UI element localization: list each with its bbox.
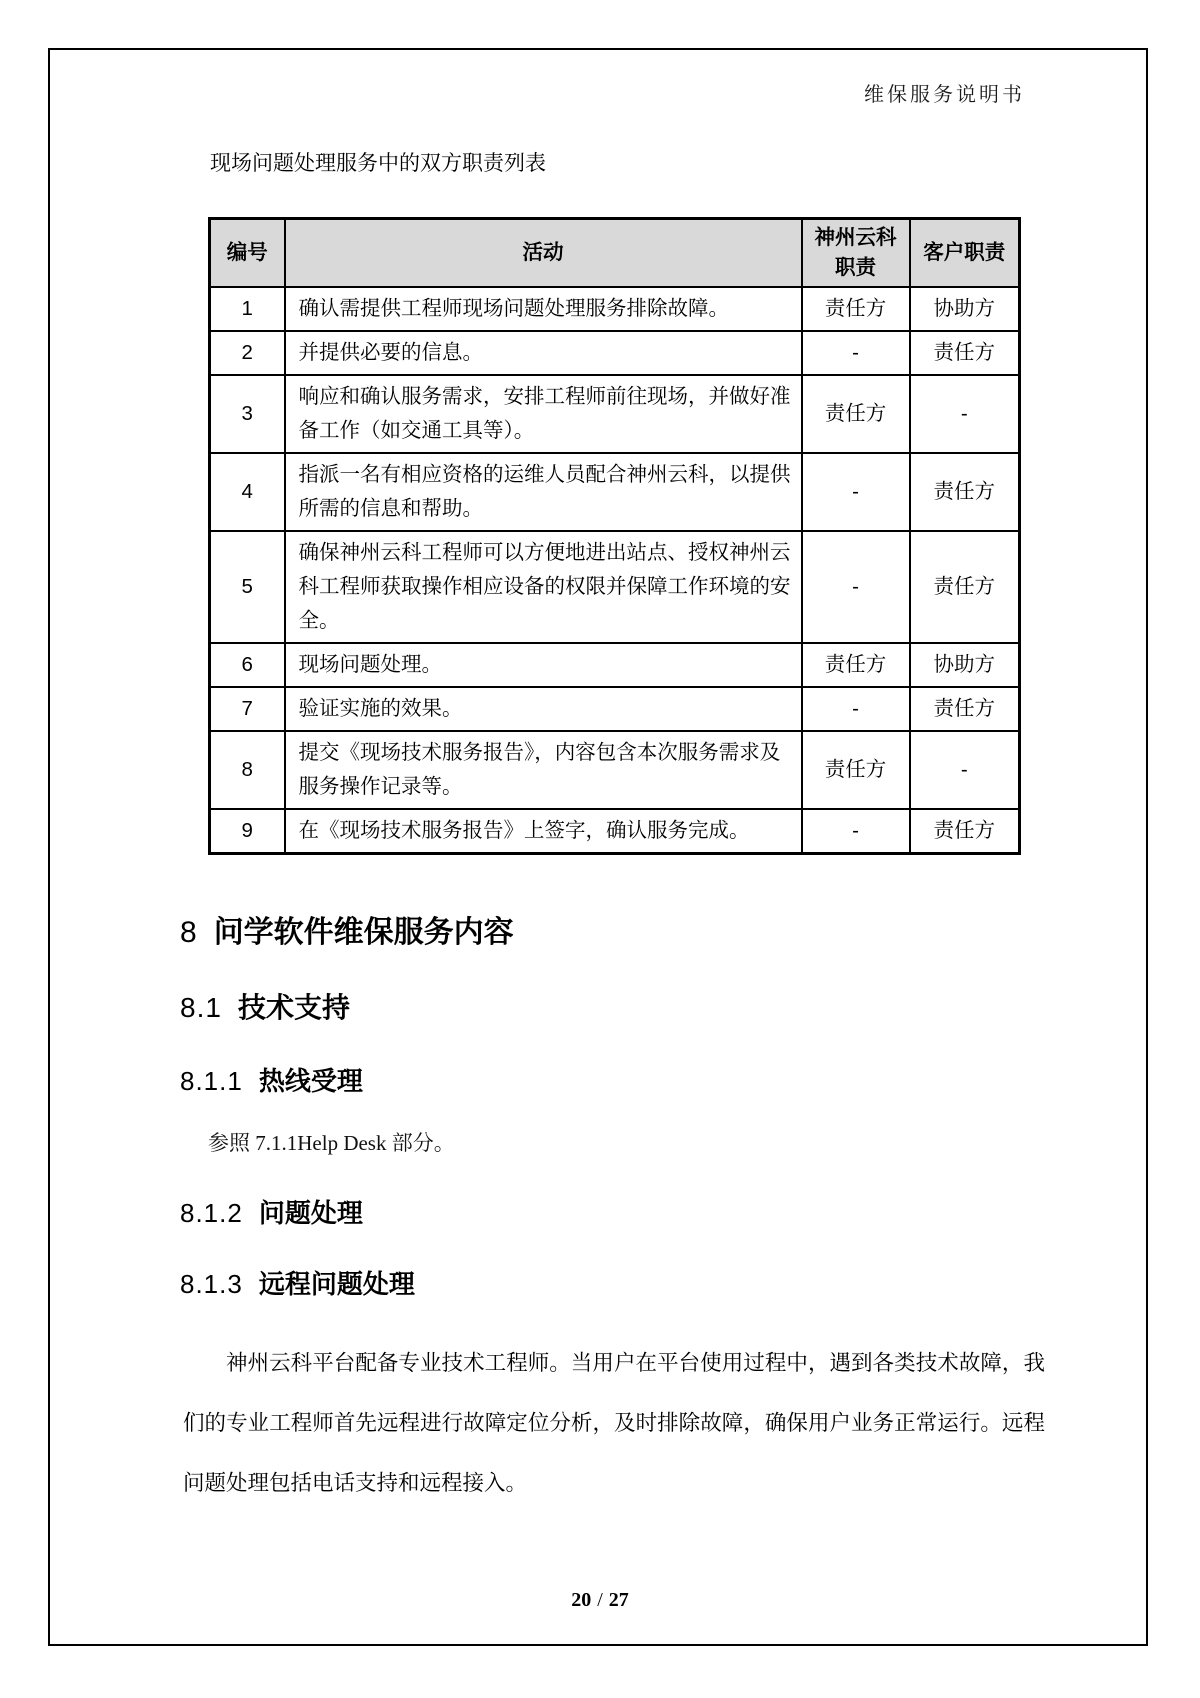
cell-activity: 确保神州云科工程师可以方便地进出站点、授权神州云科工程师获取操作相应设备的权限并保障工作环境的安全。 — [285, 531, 802, 643]
section-number: 8.1 — [180, 992, 222, 1023]
section-number: 8.1.3 — [180, 1269, 243, 1299]
cell-activity: 并提供必要的信息。 — [285, 331, 802, 375]
cell-activity: 验证实施的效果。 — [285, 687, 802, 731]
cell-vendor-responsibility: 责任方 — [802, 375, 910, 453]
column-header-number: 编号 — [210, 219, 285, 288]
cell-activity: 提交《现场技术服务报告》，内容包含本次服务需求及服务操作记录等。 — [285, 731, 802, 809]
cell-number: 2 — [210, 331, 285, 375]
section-title: 热线受理 — [258, 1066, 363, 1096]
section-title: 问题处理 — [258, 1198, 363, 1228]
cell-vendor-responsibility: - — [802, 453, 910, 531]
section-number: 8 — [180, 916, 198, 949]
body-paragraph: 神州云科平台配备专业技术工程师。当用户在平台使用过程中，遇到各类技术故障，我们的专业工程师首先远程进行故障定位分析，及时排除故障，确保用户业务正常运行。远程问题处理包括电话支持和远程接入。 — [183, 1351, 1045, 1495]
section-number: 8.1.1 — [180, 1066, 243, 1096]
section-title: 技术支持 — [237, 992, 350, 1023]
current-page-number: 20 — [571, 1589, 592, 1611]
cell-vendor-responsibility: - — [802, 687, 910, 731]
section-number: 8.1.2 — [180, 1198, 243, 1228]
section-heading-8-1-1 — [180, 1062, 363, 1100]
cell-vendor-responsibility: - — [802, 531, 910, 643]
cell-customer-responsibility: 责任方 — [910, 453, 1020, 531]
table-row — [210, 287, 1020, 331]
cell-customer-responsibility: 协助方 — [910, 643, 1020, 687]
document-header-title: 维保服务说明书 — [864, 84, 1025, 106]
section-heading-8-1 — [180, 988, 350, 1028]
table-row — [210, 643, 1020, 687]
table-row — [210, 731, 1020, 809]
section-title: 问学软件维保服务内容 — [213, 916, 514, 949]
table-row — [210, 375, 1020, 453]
table-row — [210, 331, 1020, 375]
cell-number: 4 — [210, 453, 285, 531]
cell-number: 3 — [210, 375, 285, 453]
page-number-separator: / — [597, 1589, 603, 1611]
page-footer — [0, 1586, 1200, 1614]
section-heading-8 — [180, 912, 514, 954]
cell-customer-responsibility: 责任方 — [910, 331, 1020, 375]
table-row — [210, 453, 1020, 531]
table-row — [210, 531, 1020, 643]
cell-customer-responsibility: 责任方 — [910, 687, 1020, 731]
cell-number: 8 — [210, 731, 285, 809]
cell-activity: 确认需提供工程师现场问题处理服务排除故障。 — [285, 287, 802, 331]
cell-vendor-responsibility: 责任方 — [802, 287, 910, 331]
column-header-activity: 活动 — [285, 219, 802, 288]
cell-number: 1 — [210, 287, 285, 331]
cell-number: 6 — [210, 643, 285, 687]
cell-customer-responsibility: - — [910, 731, 1020, 809]
table-row — [210, 687, 1020, 731]
column-header-vendor-responsibility: 神州云科职责 — [802, 219, 910, 288]
total-page-count: 27 — [608, 1589, 629, 1611]
cell-customer-responsibility: 协助方 — [910, 287, 1020, 331]
cell-number: 7 — [210, 687, 285, 731]
column-header-customer-responsibility: 客户职责 — [910, 219, 1020, 288]
cell-activity: 响应和确认服务需求，安排工程师前往现场，并做好准备工作（如交通工具等）。 — [285, 375, 802, 453]
cell-vendor-responsibility: - — [802, 331, 910, 375]
responsibility-table — [208, 217, 1021, 855]
section-heading-8-1-3 — [180, 1265, 415, 1303]
table-header-row — [210, 219, 1020, 288]
section-title: 远程问题处理 — [258, 1269, 415, 1299]
cell-activity: 指派一名有相应资格的运维人员配合神州云科，以提供所需的信息和帮助。 — [285, 453, 802, 531]
cell-customer-responsibility: 责任方 — [910, 531, 1020, 643]
cell-vendor-responsibility: 责任方 — [802, 643, 910, 687]
cell-vendor-responsibility: 责任方 — [802, 731, 910, 809]
cell-activity: 现场问题处理。 — [285, 643, 802, 687]
cell-number: 5 — [210, 531, 285, 643]
cell-activity: 在《现场技术服务报告》上签字，确认服务完成。 — [285, 809, 802, 854]
cell-customer-responsibility: - — [910, 375, 1020, 453]
cell-customer-responsibility: 责任方 — [910, 809, 1020, 854]
table-row — [210, 809, 1020, 854]
reference-text: 参照 7.1.1Help Desk 部分。 — [208, 1131, 455, 1155]
cell-vendor-responsibility: - — [802, 809, 910, 854]
table-caption: 现场问题处理服务中的双方职责列表 — [210, 152, 546, 175]
cell-number: 9 — [210, 809, 285, 854]
section-heading-8-1-2 — [180, 1194, 363, 1232]
